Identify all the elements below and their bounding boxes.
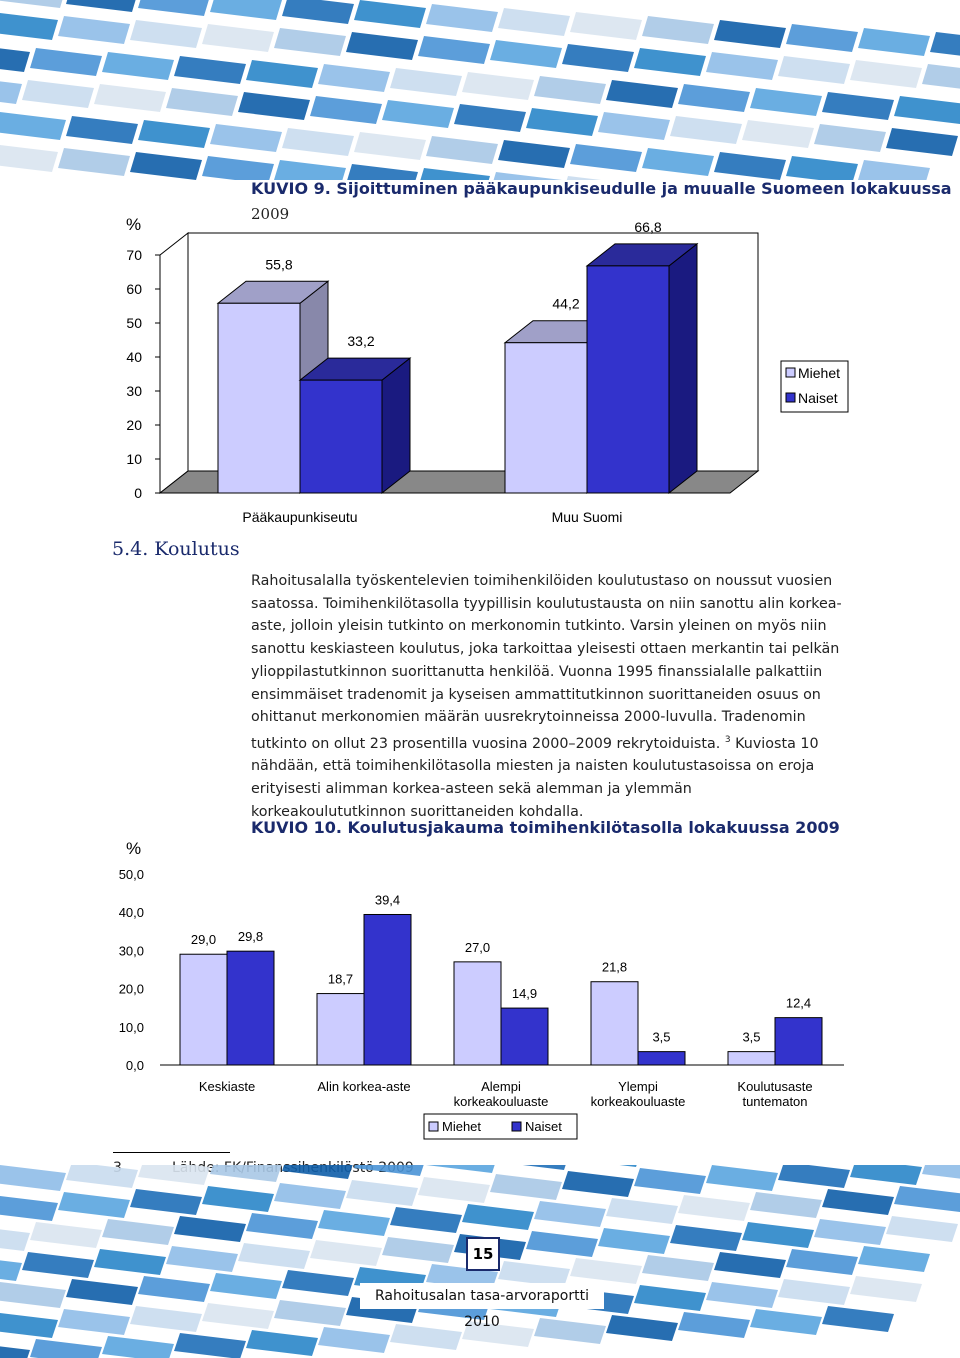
decorative-tile xyxy=(138,1276,210,1302)
decorative-tile xyxy=(706,1165,778,1191)
figure1-y-tick-label: 50 xyxy=(126,315,142,331)
report-title: Rahoitusalan tasa-arvoraportti 2010 xyxy=(360,1283,604,1309)
decorative-tile xyxy=(202,1303,274,1329)
decorative-tile xyxy=(390,1207,462,1233)
decorative-tile xyxy=(498,1165,570,1170)
figure2-legend-swatch xyxy=(512,1122,521,1131)
figure2-bar xyxy=(638,1052,685,1065)
decorative-tile xyxy=(570,1165,642,1167)
decorative-tile xyxy=(130,1306,202,1332)
figure2-data-label: 29,0 xyxy=(190,932,217,948)
decorative-tile xyxy=(886,1216,958,1242)
decorative-tile xyxy=(318,1210,390,1236)
figure2-legend-label: Naiset xyxy=(525,1119,562,1134)
body-paragraph-2: Kuviosta 10 nähdään, että toimihenkilötasolla miesten ja naisten koulutustasoissa on eroja erityisesti alimman korkea-asteen sekä alemman ja ylemmän korkeakoulututkinnon suorittaneiden kohdalla. xyxy=(251,735,819,820)
figure2-data-label: 3,5 xyxy=(742,1029,761,1045)
decorative-tile xyxy=(238,1243,310,1269)
decorative-tile xyxy=(922,1165,960,1182)
decorative-tile xyxy=(786,1249,858,1275)
decorative-tile xyxy=(634,1285,706,1311)
figure2-x-label: korkeakouluaste xyxy=(590,1094,686,1109)
footnote-rule xyxy=(113,1152,230,1153)
decorative-tile xyxy=(850,1276,922,1302)
decorative-tile xyxy=(0,1312,58,1338)
figure2-data-label: 27,0 xyxy=(464,939,491,955)
decorative-tile xyxy=(642,1255,714,1281)
figure2-bar xyxy=(591,982,638,1065)
decorative-tile xyxy=(598,1228,670,1254)
figure2-legend-swatch xyxy=(429,1122,438,1131)
decorative-tile xyxy=(58,1192,130,1218)
decorative-tile xyxy=(750,1192,822,1218)
decorative-tile xyxy=(354,1165,426,1176)
decorative-tile xyxy=(570,1258,642,1284)
decorative-tile xyxy=(318,1327,390,1353)
figure2-data-label: 12,4 xyxy=(785,995,812,1011)
figure1-y-tick-label: 20 xyxy=(126,417,142,433)
figure2-x-label: Koulutusaste xyxy=(737,1079,813,1094)
decorative-tile xyxy=(814,1219,886,1245)
decorative-tile xyxy=(778,1279,850,1305)
figure2-data-label: 21,8 xyxy=(601,959,628,975)
footnote-reference[interactable]: 3 xyxy=(724,734,731,745)
figure2-y-unit: % xyxy=(126,839,142,858)
figure2-bar xyxy=(775,1018,822,1065)
decorative-tile xyxy=(822,1306,894,1332)
decorative-tile xyxy=(346,1180,418,1206)
decorative-tile xyxy=(30,1222,102,1248)
decorative-tile xyxy=(0,1342,30,1358)
decorative-tile xyxy=(30,1339,102,1358)
figure2-y-tick-label: 20,0 xyxy=(118,981,144,997)
figure1-y-unit: % xyxy=(126,215,142,234)
section-heading: 5.4. Koulutus xyxy=(112,538,240,560)
figure2-y-tick-label: 50,0 xyxy=(118,867,144,882)
decorative-tile xyxy=(750,1309,822,1335)
decorative-tile xyxy=(166,1246,238,1272)
figure2-x-label: Keskiaste xyxy=(198,1079,256,1094)
figure2-y-tick-label: 40,0 xyxy=(118,905,144,921)
decorative-tile xyxy=(390,1324,462,1350)
decorative-tile xyxy=(714,1252,786,1278)
decorative-tile xyxy=(0,1255,22,1281)
figure2-bar xyxy=(180,954,227,1065)
decorative-tile xyxy=(462,1204,534,1230)
figure2-data-label: 39,4 xyxy=(374,892,401,908)
figure1-title: KUVIO 9. Sijoittuminen pääkaupunkiseudulle ja muualle Suomeen lokakuussa xyxy=(251,179,952,198)
figure2-x-label: Alin korkea-aste xyxy=(317,1079,411,1094)
decorative-tile xyxy=(534,1318,606,1344)
figure2-bar xyxy=(364,914,411,1065)
decorative-tile xyxy=(0,1195,58,1221)
figure1-x-label: Pääkaupunkiseutu xyxy=(242,509,358,525)
figure2-bar xyxy=(501,1008,548,1065)
decorative-tile xyxy=(490,1174,562,1200)
decorative-tile xyxy=(778,1165,850,1188)
figure2-x-label: Ylempi xyxy=(618,1079,658,1094)
figure1-data-label: 55,8 xyxy=(265,256,293,273)
figure2-bar xyxy=(454,962,501,1065)
decorative-tile xyxy=(562,1171,634,1197)
figure1-legend-label: Miehet xyxy=(798,365,841,381)
decorative-tile xyxy=(418,1177,490,1203)
figure2-bar xyxy=(728,1052,775,1065)
decorative-tile xyxy=(282,1165,354,1179)
figure1-x-label: Muu Suomi xyxy=(551,509,623,525)
decorative-tile xyxy=(0,1282,66,1308)
decorative-tile xyxy=(742,1222,814,1248)
figure1-subtitle: 2009 xyxy=(251,205,290,223)
decorative-tile xyxy=(66,1279,138,1305)
decorative-tile xyxy=(678,1312,750,1338)
decorative-tile xyxy=(246,1213,318,1239)
decorative-tile xyxy=(310,1240,382,1266)
page-number: 15 xyxy=(466,1237,500,1271)
decorative-tile xyxy=(174,1333,246,1358)
decorative-tile xyxy=(246,1330,318,1356)
decorative-tile xyxy=(426,1165,498,1173)
figure1-y-tick-label: 10 xyxy=(126,451,142,467)
body-paragraph-1: Rahoitusalalla työskentelevien toimihenkilöiden koulutustaso on noussut vuosien saatossa. Toimihenkilötasolla tyypillisin koulutustausta on niin sanottu alin korkea-aste, jolloin yleisin tutkinto on merkonomin tutkinto. Varsin yleinen on myös niin sanottu keskiasteen koulutus, joka tarkoittaa yleisesti ottaen merkantin tai pelkän ylioppilastutkinnon suorittanutta henkilöä. Vuonna 1995 finanssialalle palkattiin ensimmäiset tradenomit ja kyseisen ammattitutkinnon suorittaneiden osuus on ohittanut merkonomien määrän uusrekrytoinneissa 2000-luvulla. Tradenomin tutkinto on ollut 23 prosentilla vuosina 2000–2009 rekrytoiduista. xyxy=(251,573,842,752)
figure2-bar xyxy=(317,994,364,1065)
decorative-tile xyxy=(850,1165,922,1185)
figure2-x-label: korkeakouluaste xyxy=(453,1094,549,1109)
figure1-y-tick-label: 60 xyxy=(126,281,142,297)
decorative-tile xyxy=(0,1165,66,1191)
decorative-tile xyxy=(534,1201,606,1227)
figure1-data-label: 44,2 xyxy=(552,295,580,312)
figure2-y-tick-label: 0,0 xyxy=(125,1058,144,1073)
decorative-tile xyxy=(822,1189,894,1215)
decorative-tile xyxy=(282,1270,354,1296)
figure2-data-label: 14,9 xyxy=(511,986,538,1002)
figure1-y-tick-label: 40 xyxy=(126,349,142,365)
decorative-tile xyxy=(210,1273,282,1299)
decorative-tile xyxy=(274,1183,346,1209)
figure2-x-label: Alempi xyxy=(481,1079,521,1094)
decorative-tile xyxy=(526,1231,598,1257)
figure2-data-label: 29,8 xyxy=(237,929,264,945)
decorative-tile xyxy=(58,1309,130,1335)
figure1-y-tick-label: 0 xyxy=(134,485,142,501)
decorative-tile xyxy=(102,1219,174,1245)
figure2-bar xyxy=(227,951,274,1065)
decorative-tile xyxy=(678,1195,750,1221)
figure2-data-label: 18,7 xyxy=(327,971,354,987)
figure2-x-label: tuntematon xyxy=(742,1094,808,1109)
decorative-tile xyxy=(102,1336,174,1358)
decorative-tile xyxy=(0,1225,30,1251)
decorative-tile xyxy=(94,1249,166,1275)
decorative-tile xyxy=(382,1237,454,1263)
decorative-tile xyxy=(174,1216,246,1242)
figure2-y-tick-label: 30,0 xyxy=(118,943,144,959)
decorative-tile xyxy=(210,1165,282,1182)
decorative-tile xyxy=(274,1300,346,1326)
decorative-tile xyxy=(670,1225,742,1251)
decorative-tile xyxy=(138,1165,210,1185)
decorative-tile xyxy=(858,1246,930,1272)
decorative-tile xyxy=(706,1282,778,1308)
decorative-tile xyxy=(202,1186,274,1212)
figure2-y-tick-label: 10,0 xyxy=(118,1019,144,1035)
decorative-tile xyxy=(130,1189,202,1215)
decorative-tile xyxy=(606,1315,678,1341)
figure2-data-label: 3,5 xyxy=(652,1029,671,1045)
decorative-tile xyxy=(22,1252,94,1278)
decorative-tile xyxy=(606,1198,678,1224)
decorative-tile xyxy=(66,1165,138,1188)
figure1-y-tick-label: 30 xyxy=(126,383,142,399)
figure1-data-label: 66,8 xyxy=(634,218,662,235)
figure2-legend-label: Miehet xyxy=(442,1119,482,1134)
figure1-y-tick-label: 70 xyxy=(126,247,142,263)
figure2-title: KUVIO 10. Koulutusjakauma toimihenkilötasolla lokakuussa 2009 xyxy=(251,818,840,837)
figure1-legend-label: Naiset xyxy=(798,390,838,406)
figure1-data-label: 33,2 xyxy=(347,333,375,350)
decorative-tile xyxy=(634,1168,706,1194)
decorative-tile xyxy=(894,1186,960,1212)
